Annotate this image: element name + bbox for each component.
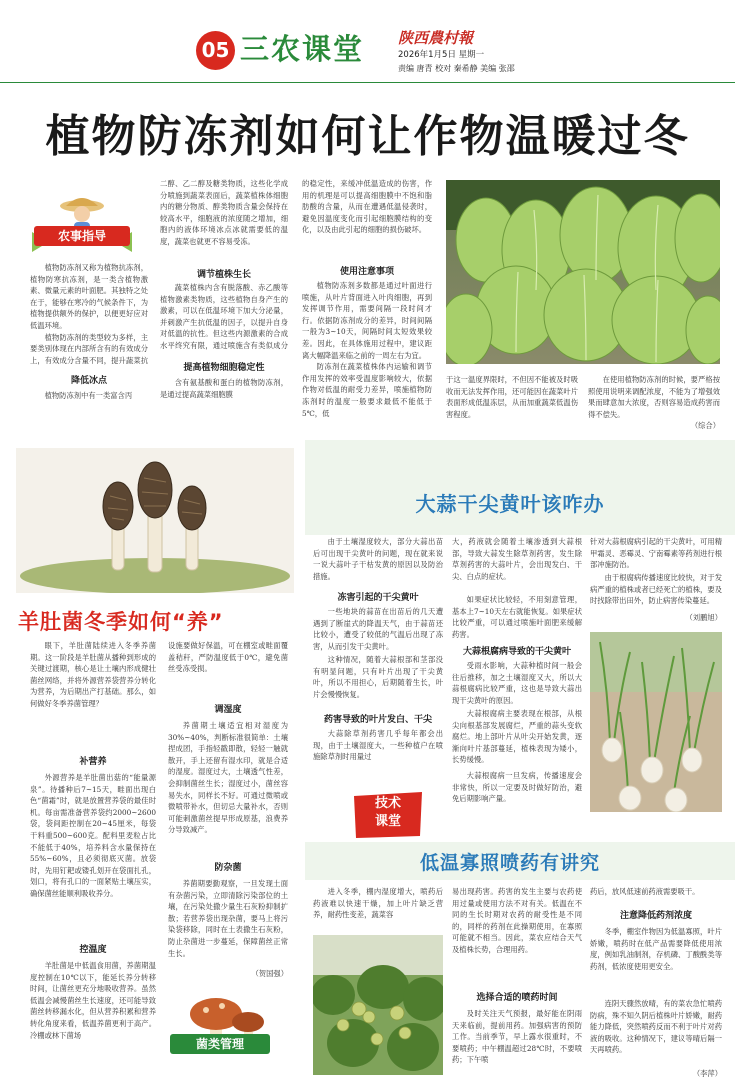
editor-credits: 责编 唐青 校对 秦希静 美编 张邵 [398,64,515,73]
junlei-badge: 菌类管理 [170,1034,270,1054]
article3-col2-d [452,708,582,768]
article1-col1 [30,262,148,366]
badge-line-2: 课堂 [374,814,401,829]
paragraph: 的稳定性，来缓冲低温造成的伤害，作用的机理是可以提高细胞膜中不饱和脂肪酸的含量，从而在遭遇低温侵袭时，避免因温度变化而引起细胞膜结构的变化，以及由此引起的细胞的损伤破坏。 [302,179,432,235]
article4-col2 [452,886,582,984]
paragraph: 二醇、乙二醇及糖类物质，这些化学成分喷施到蔬菜表面后，蔬菜植株体细胞内的糖分物质、醇类物质含量会保持在较高水平，细胞液的浓度随之增加，细胞内的液体环境冰点冰就需要低的温度，蔬菜也就更不容易受冻。 [160,179,288,246]
paragraph: 养菌期土壤适宜相对湿度为30%~40%，判断标准很简单：土壤捏成团，手指轻戳即散，轻轻一触就散开，手上还留有湿水印，就是合适的湿度。湿度过大，土壤透气性差，会抑制菌丝生长；湿度过小，菌丝容易失水，同样长不好。可通过微喷或微喷带补水，但切忌大量补水，否则可能刺激菌丝提早形成原基，浪费养分导致减产。 [168,721,288,835]
paragraph: 于这一温度界限时，不但因不能被及时吸收而无法发挥作用，还可能因在蔬菜叶片表面形成低温冻层，从而加重蔬菜低温伤害程度。 [446,375,578,419]
subheading-penyao-shijian: 选择合适的喷药时间 [476,993,558,1003]
paragraph: 在使用植物防冻剂的时候，要严格按照使用说明来调配浓度，不能为了增强效果而肆意加大浓度，否则容易造成药害而得不偿失。 [588,375,720,419]
paragraph: 针对大蒜根腐病引起的干尖黄叶，可用精甲霜灵、恶霉灵、宁南霉素等药剂进行根部冲施防治。 [590,537,722,570]
subheading-kong-wendu: 控温度 [79,945,107,955]
article4-col2-tail [452,1008,582,1078]
subheading-tiaojie-zhizhu: 调节植株生长 [196,270,251,280]
article1-col2-tail [160,377,288,403]
article2-col1-tail [30,960,156,1072]
subheading-jiangdi-nongdu: 注意降低药剂浓度 [619,911,692,921]
garlic-headline: 大蒜干尖黄叶该咋办 [415,492,605,516]
paragraph: 如果症状比较轻，不用刻意管理，基本上7~10天左右就能恢复。如果症状比较严重，可以通过喷施叶面肥来缓解药害。 [452,595,582,639]
article1-col2 [160,178,288,260]
article4-col1 [313,886,443,932]
subheading-fang-zajun: 防杂菌 [214,863,242,873]
article3-col1-tail [313,728,443,764]
badge-line-1: 技术 [374,796,401,811]
article1-col4 [446,374,578,430]
article4-byline: （李萍） [692,1069,722,1078]
article3-col1-c [313,654,443,700]
article4-col3 [590,886,722,900]
paragraph: 眼下，羊肚菌陆续进入冬季养菌期。这一阶段是羊肚菌从播种到形成的关键过渡期，核心是让土壤内形成健壮菌丝网络，并将外源营养袋营养分转化为营养，为后期出产打基础。那么，如何做好冬季养菌管理？ [30,641,156,708]
article1-col5 [588,374,720,420]
article3-col1 [313,536,443,582]
article3-col3-b [590,572,722,606]
article2-col1 [30,640,156,740]
main-headline: 植物防冻剂如何让作物温暖过冬 [45,111,690,162]
article1-byline: （综合） [690,421,720,430]
paragraph: 冬季，棚室作物因为低温寡照，叶片娇嫩，喷药时在低产品需要降低使用浓度，例如乳油制剂，存机磷、丁酸酰类等药剂，低浓度使用更安全。 [590,927,722,971]
article4-col3-b [590,926,722,996]
paragraph: 药后，放风低速前药液需要吸干。 [590,887,700,896]
paragraph: 连阴天骤然放晴，有的菜农急忙喷药防病，殊不知久阴后植株叶片娇嫩，耐药能力降低，突然喷药反而不利于叶片对药液的吸收。这种情况下，建议等晴后隔一天再喷药。 [590,999,722,1055]
article1-col3-b [302,280,432,426]
issue-date: 2026年1月5日 星期一 [398,50,485,60]
subheading-bu-yingyang: 补营养 [79,757,107,767]
spray-headline: 低温寡照喷药有讲究 [419,852,600,874]
article3-col2-c [452,660,582,706]
paragraph: 由于土壤湿度较大，部分大蒜出苗后可出现干尖黄叶的问题，现在就来说一说大蒜叶子干枯发黄的原因以及防治措施。 [313,537,443,581]
paragraph: 植物防冻剂的类型较为多样，主要类别体现在内部所含有的有效成分上，有效成分含量不同，提升蔬菜抗 [30,332,148,365]
article3-col3 [590,536,722,572]
paragraph: 由于根腐病传播速度比较快，对于发病严重的植株或者已经死亡的植株，要及时找除带出田外，防止病害传染蔓延。 [590,573,722,606]
subheading-jiangdi-bingdian: 降低冰点 [70,376,107,386]
morel-headline: 羊肚菌冬季如何“养” [18,610,224,634]
article3-col2-tail [452,770,582,806]
paragraph: 羊肚菌是中低温食用菌，养菌期温度控制在10℃以下，能延长养分转移时间，让菌丝更充分地吸收营养。虽然低温会减慢菌丝生长速度，还可能导致菌丝转移漏水化，但从营养积累和营养转化角度来看，低温养菌更利于高产。冷棚或林下菌场 [30,961,156,1040]
paragraph: 这种情况，随着大蒜根部和茎部没有明显问题，只有叶片出现了干尖黄叶，所以不用担心，后期随着生长，叶片会慢慢恢复。 [313,655,443,699]
paragraph: 一些地块的蒜苗在出苗后的几天遭遇到了断崖式的降温天气，由于蒜苗还比较小，遭受了较低的气温后出现了冻害，从而引发干尖黄叶。 [313,607,443,651]
jishu-ketang-badge [350,790,426,840]
paragraph: 易出现药害。药害的发生主要与农药使用过量或使用方法不对有关。低温在不同的生长时期对农药的耐受性是不同的，同样的药剂在此操期使用，在寡照可能就不相当。因此，菜农应结合天气及植株长势，合理用药。 [452,887,582,954]
paragraph: 大，药液就会随着土壤渗透到大蒜根部，导致大蒜发生除草剂药害，发生除草剂药害的大蒜叶片，会出现发白、干尖、白点的症状。 [452,537,582,581]
lettuce-photo [446,180,720,364]
newspaper-logo: 陕西農村報 [398,29,474,47]
paragraph: 大蒜除草剂药害几乎每年都会出现，由于土壤湿度大，一些种植户在喷施除草剂时用量过 [313,729,443,762]
article1-col3 [302,178,432,256]
article3-col1-b [313,606,443,652]
article3-col2 [452,536,582,594]
paragraph: 大蒜根腐病主要表现在根部，从根尖向根基部发展腐烂，严重的蒜头变软腐烂。地上部叶片从叶尖开始发黄，逐渐向叶片基部蔓延，植株表现为矮小，长势缓慢。 [452,709,582,765]
article2-col2 [168,640,288,688]
paragraph: 设施要做好保温，可在棚室或畦面覆盖秸秆，严防温度低于0℃，避免菌丝受冻受损。 [168,641,288,674]
paragraph: 外源营养是羊肚菌出菇的“能量源泉”。待播种后7~15天，畦面出现白色“菌霜”时，就是放置营养袋的最佳时机。每亩需准备营养袋约2000~2600袋，袋间距控制在20~45厘米，每袋干料重500~600克。配料里麦粒占比不能低于40%，培养料含水量保持在55%~60%，且必须彻底灭菌。放袋时，先用钉耙或镂孔划开在袋面扎孔，划口，将有孔口的一面紧贴土壤压实，确保菌丝能顺利吸收养分。 [30,773,156,898]
subheading-tiao-shidu: 调湿度 [214,705,242,715]
article2-col2-tail [168,878,288,970]
paragraph: 进入冬季，棚内湿度增大，喷药后药液难以快速干燥，加上叶片缺乏营养，耐药性变差，蔬菜容 [313,887,443,920]
article2-byline: （贺国强） [251,969,288,978]
paragraph: 养菌期要勤观察，一旦发现土面有杂菌污染，立即清除污染部位的土壤，在污染处撒少量生石灰粉抑制扩散；若营养袋出现杂菌，要马上将污染袋移除，同时在土表撒生石灰粉，防止杂菌进一步蔓延，保障菌丝正常生长。 [168,879,288,958]
masthead-rule [0,82,735,83]
paragraph: 蔬菜植株内含有脱落酸、赤乙酸等植物激素类物质，这些植物自身产生的激素，可以在低温环境下加大分泌量，并刺激产生抗低温的因子，以提升自身对低温的抗性。但这些内源激素的合成水平终究有限，通过喷施含有类似成分 [160,283,288,350]
subheading-xibao-wendingxing: 提高植物细胞稳定性 [183,363,265,373]
paragraph: 植物防冻剂又称为植物抗冻剂，植物防寒抗冻剂，是一类含植物激素、微量元素的叶面肥。其独特之处在于，能够在寒冷的气候条件下，为植物提供额外的保护，以便更好应对低温环境。 [30,263,148,330]
paragraph: 受雨水影响，大蒜种植时间一般会往后推移，加之土壤湿度又大，所以大蒜根腐病比较严重，这也是导致大蒜出现干尖黄叶的原因。 [452,661,582,705]
paragraph: 植物防冻剂中有一类富含丙 [44,391,133,400]
article1-col2-b [160,282,288,352]
paragraph: 大蒜根腐病一旦发病，传播速度会非常快，所以一定要及时做好防治，避免后期影响产量。 [452,771,582,804]
paragraph: 及时关注天气预报，最好能在阴雨天来临前，提前用药。加强病害的预防工作。当前季节，早上露水很重时，不要喷药；中午棚温超过28℃时，不要喷药；下午喷 [452,1009,582,1065]
article1-col1-tail [30,390,148,404]
morel-photo [16,448,294,593]
paragraph: 含有氨基酸和蛋白的植物防冻剂，是通过提高蔬菜细胞膜 [160,378,288,399]
article3-byline: （刘鹏旭） [685,613,722,622]
subheading-donghai: 冻害引起的干尖黄叶 [337,593,419,603]
tomato-greenhouse-photo [313,935,443,1075]
paragraph: 植物防冻剂多数都是通过叶面进行喷施，从叶片背面进入叶肉细胞，再到发挥调节作用，需要间隔一段时间才行。依据防冻剂成分的差异，时间间隔一般为3~10天，间隔时间太短效果较差。因此，在具体施用过程中，建议距离大幅降温来临之前的一周左右为宜。 [302,281,432,360]
mushroom-illustration [160,988,290,1074]
subheading-shiyong-zhuyi: 使用注意事项 [339,267,394,277]
subheading-yaohai: 药害导致的叶片发白、干尖 [323,715,432,725]
article3-col2-b [452,594,582,640]
paragraph: 防冻剂在蔬菜植株体内运输和调节作用发挥的效率受温度影响较大，依据作物对低温的耐受力差异，喷施植物防冻剂时的温度一般要求最低不能低于5℃，低 [302,362,432,418]
article4-col3-c [590,998,722,1068]
garlic-photo [590,632,722,812]
article2-col2-b [168,720,288,852]
page-number-badge: 05 [196,31,235,70]
nongshi-badge: 农事指导 [34,226,130,246]
subheading-genfu-bing: 大蒜根腐病导致的干尖黄叶 [462,647,571,657]
article2-col1-b [30,772,156,934]
section-name: 三农课堂 [240,32,365,66]
